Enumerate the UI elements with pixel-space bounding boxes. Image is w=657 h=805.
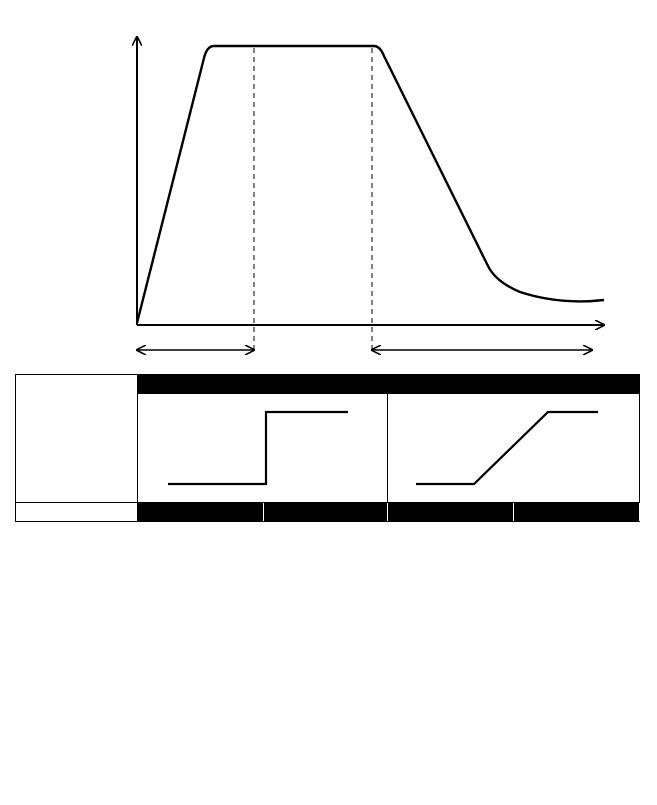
response-curves <box>0 630 657 805</box>
dimming-table <box>15 374 640 522</box>
curve-cell-0sec <box>138 394 388 503</box>
column-header-down-0 <box>264 503 388 522</box>
column-header-rise-1 <box>388 503 514 522</box>
column-header-blank <box>16 503 138 522</box>
curve-cell-1sec <box>388 394 640 503</box>
ramp-curve-1sec <box>388 394 640 502</box>
group-header-0sec <box>138 375 388 394</box>
column-header-down-1 <box>514 503 640 522</box>
group-header-1sec <box>388 375 640 394</box>
dimmer-ramp-diagram <box>0 0 657 370</box>
ramp-effect-label-cell <box>16 375 138 503</box>
ramp-curve <box>137 46 604 323</box>
step-curve-0sec <box>138 394 388 502</box>
column-header-rise-0 <box>138 503 264 522</box>
ramp-curve-line <box>416 412 598 484</box>
step-curve-line <box>168 412 348 484</box>
